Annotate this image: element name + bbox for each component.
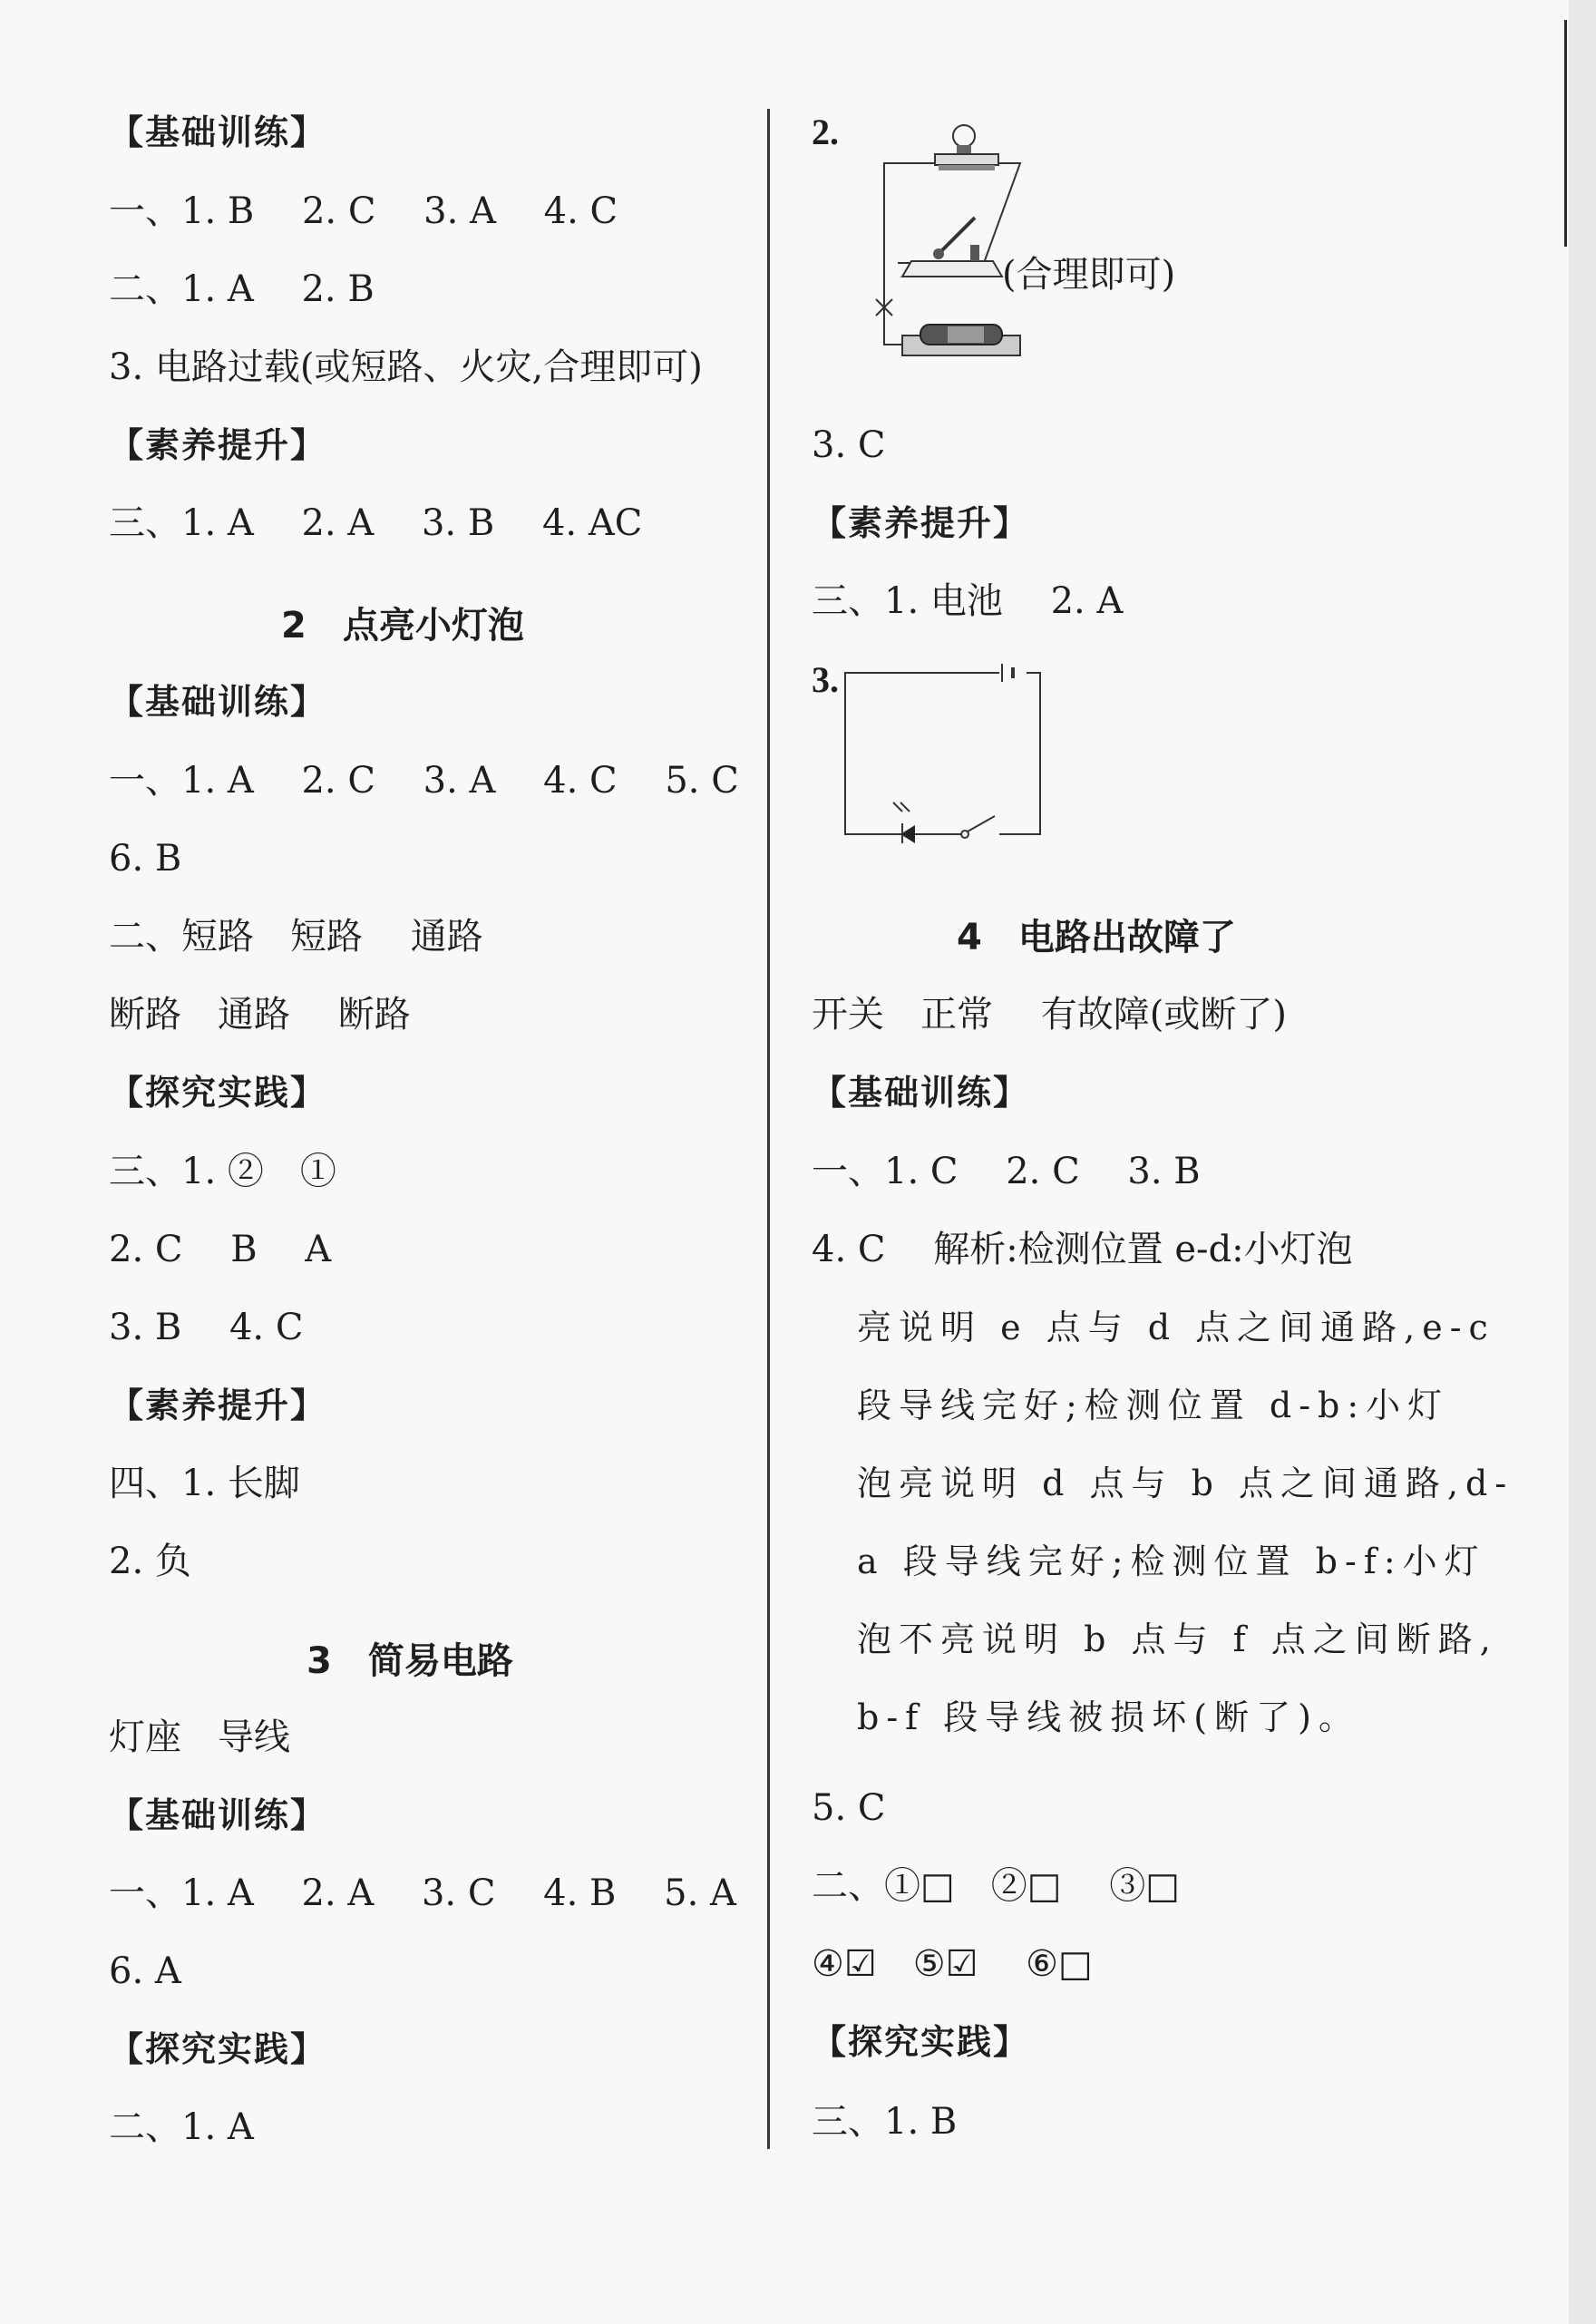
section-label: 【基础训练】 (109, 682, 327, 722)
answer-line: 3. B 4. C (109, 1307, 304, 1348)
lesson-title: 2 点亮小灯泡 (281, 605, 524, 647)
analysis-line: 亮说明 e 点与 d 点之间通路,e-c (857, 1308, 1495, 1347)
answer-line: 6. A (109, 1950, 181, 1992)
section-label: 【基础训练】 (812, 1073, 1030, 1113)
answer-line: 三、1. ② ① (109, 1151, 336, 1192)
answer-line: 2. C B A (109, 1229, 332, 1270)
answer-line: 一、1. A 2. C 3. A 4. C 5. C (109, 760, 739, 802)
circuit-illustration (848, 118, 1038, 367)
answer-line: 二、1. A 2. B (109, 268, 375, 310)
page-gutter (1569, 0, 1596, 2324)
answer-line: 四、1. 长脚 (109, 1463, 300, 1504)
section-label: 【素养提升】 (812, 503, 1030, 543)
section-label: 【基础训练】 (109, 1795, 327, 1835)
analysis-line: 泡亮说明 d 点与 b 点之间通路,d- (857, 1463, 1514, 1503)
answer-line: 4. C 解析:检测位置 e-d:小灯泡 (812, 1229, 1353, 1270)
answer-line: ④☑ ⑤☑ ⑥□ (812, 1943, 1093, 1985)
analysis-line: a 段导线完好;检测位置 b-f:小灯 (857, 1541, 1486, 1581)
answer-line: 二、1. A (109, 2106, 254, 2148)
answer-line: 二、①□ ②□ ③□ (812, 1865, 1181, 1907)
answer-line: 灯座 导线 (109, 1716, 290, 1758)
section-label: 【探究实践】 (109, 1073, 327, 1113)
note: (合理即可) (1002, 254, 1176, 296)
section-label: 【基础训练】 (109, 112, 327, 152)
answer-line: 断路 通路 断路 (109, 994, 411, 1036)
binding-mark (1564, 20, 1567, 247)
circuit-diagram (850, 662, 1040, 843)
answer-line: 一、1. C 2. C 3. B (812, 1151, 1201, 1192)
answer-line: 一、1. B 2. C 3. A 4. C (109, 190, 618, 232)
lesson-title: 4 电路出故障了 (957, 917, 1236, 958)
answer-line: 二、短路 短路 通路 (109, 916, 483, 958)
section-label: 【探究实践】 (812, 2022, 1030, 2062)
answer-line: 6. B (109, 838, 182, 880)
answer-line: 5. C (812, 1787, 886, 1829)
answer-line: 2. 负 (109, 1541, 191, 1582)
analysis-line: b-f 段导线被损坏(断了)。 (857, 1697, 1360, 1737)
answer-line: 开关 正常 有故障(或断了) (812, 994, 1287, 1036)
column-divider (767, 109, 770, 2149)
answer-line: 3. 电路过载(或短路、火灾,合理即可) (109, 346, 703, 388)
answer-line: 三、1. B (812, 2101, 958, 2143)
answer-line: 3. C (812, 424, 886, 466)
lesson-title: 3 简易电路 (307, 1640, 513, 1682)
question-number: 3. (812, 659, 839, 700)
answer-line: 三、1. 电池 2. A (812, 580, 1124, 622)
answer-line: 一、1. A 2. A 3. C 4. B 5. A (109, 1872, 736, 1914)
analysis-line: 段导线完好;检测位置 d-b:小灯 (857, 1386, 1450, 1425)
section-label: 【探究实践】 (109, 2029, 327, 2069)
question-number: 2. (812, 112, 839, 152)
analysis-line: 泡不亮说明 b 点与 f 点之间断路, (857, 1619, 1498, 1659)
section-label: 【素养提升】 (109, 425, 327, 465)
answer-line: 三、1. A 2. A 3. B 4. AC (109, 502, 643, 544)
section-label: 【素养提升】 (109, 1386, 327, 1425)
